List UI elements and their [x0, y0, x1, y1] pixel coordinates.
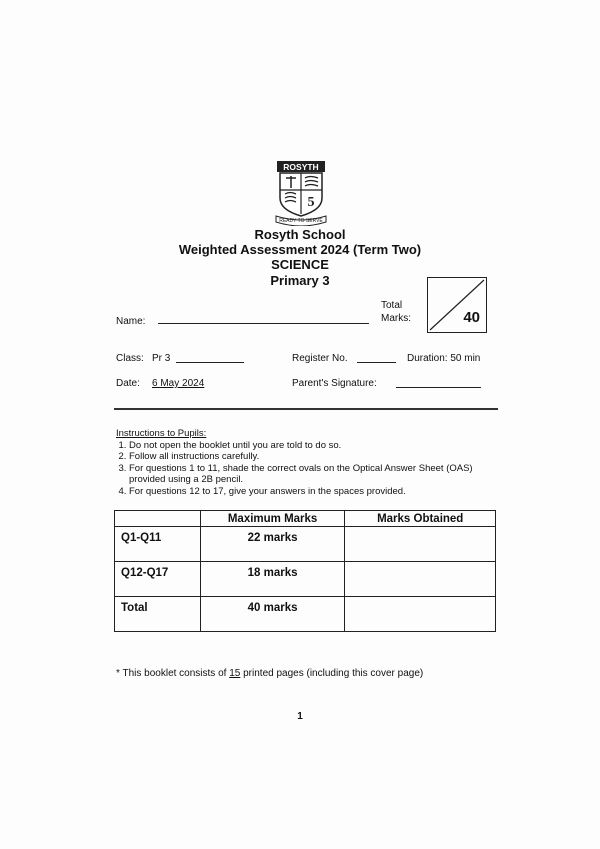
booklet-note-before: * This booklet consists of — [116, 668, 227, 679]
class-field[interactable] — [176, 362, 244, 363]
page-count: 15 — [229, 668, 241, 679]
booklet-note — [116, 668, 423, 679]
instructions-list — [116, 440, 506, 498]
marks-obtained-cell[interactable] — [345, 562, 496, 597]
max-marks-cell: 18 marks — [200, 562, 345, 597]
class-label: Class: — [116, 353, 144, 364]
instruction-item: 3. For questions 1 to 11, shade the correct ovals on the Optical Answer Sheet (OAS) provided using a 2B pencil. — [129, 463, 506, 486]
name-label: Name: — [116, 316, 146, 327]
table-header: Maximum Marks — [200, 511, 345, 527]
name-field[interactable] — [158, 323, 369, 324]
svg-text:5: 5 — [307, 195, 315, 210]
crest-motto: READY TO SERVE — [279, 218, 323, 224]
section-divider — [114, 408, 498, 410]
total-marks-value: 40 — [463, 309, 480, 326]
parent-signature-label: Parent's Signature: — [292, 378, 377, 389]
table-header — [115, 511, 201, 527]
level-title: Primary 3 — [270, 273, 330, 288]
instructions-block — [116, 428, 506, 497]
class-value: Pr 3 — [152, 353, 171, 364]
table-row — [115, 562, 496, 597]
table-header: Marks Obtained — [345, 511, 496, 527]
section-cell: Total — [115, 597, 201, 632]
marks-label: Marks: — [381, 313, 411, 324]
table-row — [115, 527, 496, 562]
max-marks-cell: 40 marks — [200, 597, 345, 632]
instruction-item: 2. Follow all instructions carefully. — [129, 451, 506, 463]
marks-obtained-cell[interactable] — [345, 527, 496, 562]
school-crest — [272, 160, 330, 226]
subject-title: SCIENCE — [271, 257, 329, 272]
date-value: 6 May 2024 — [152, 378, 205, 389]
instructions-title: Instructions to Pupils: — [116, 428, 207, 439]
max-marks-cell: 22 marks — [200, 527, 345, 562]
table-row — [115, 597, 496, 632]
date-label: Date: — [116, 378, 140, 389]
parent-signature-field[interactable] — [396, 387, 481, 388]
section-cell: Q12-Q17 — [115, 562, 201, 597]
school-name: Rosyth School — [254, 227, 346, 242]
booklet-note-after: printed pages (including this cover page) — [243, 668, 424, 679]
page-number: 1 — [297, 711, 303, 722]
marks-table — [114, 510, 496, 632]
duration-text: Duration: 50 min — [407, 353, 481, 364]
register-field[interactable] — [357, 362, 396, 363]
marks-obtained-cell[interactable] — [345, 597, 496, 632]
section-cell: Q1-Q11 — [115, 527, 201, 562]
table-header-row — [115, 511, 496, 527]
total-marks-box — [427, 277, 487, 333]
register-label: Register No. — [292, 353, 348, 364]
instruction-item: 4. For questions 12 to 17, give your answers in the spaces provided. — [129, 486, 506, 498]
assessment-title: Weighted Assessment 2024 (Term Two) — [178, 242, 422, 257]
total-label: Total — [381, 300, 403, 311]
instruction-item: 1. Do not open the booklet until you are told to do so. — [129, 440, 506, 452]
crest-banner-text: ROSYTH — [283, 162, 319, 172]
